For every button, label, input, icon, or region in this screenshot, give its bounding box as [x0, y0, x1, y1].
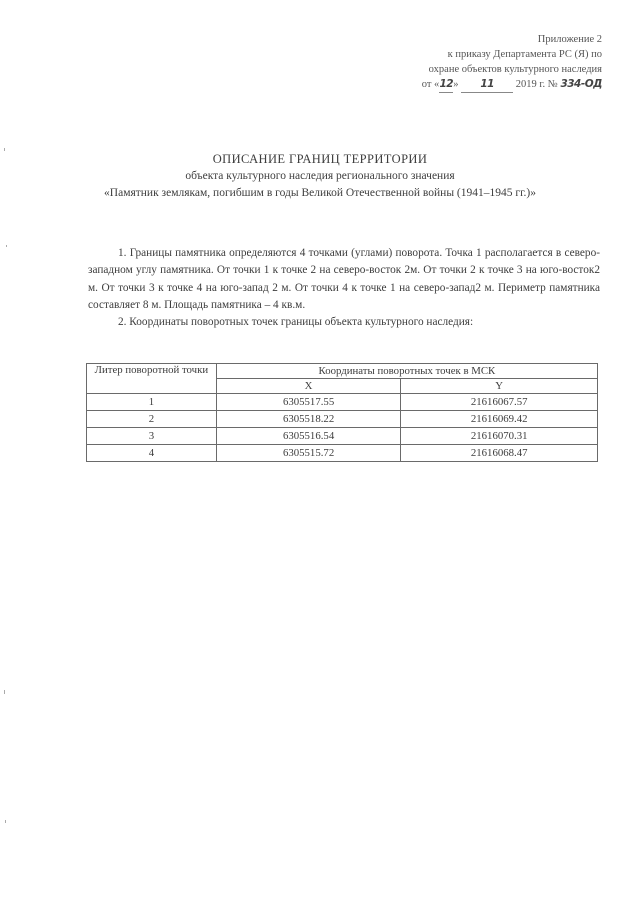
date-month: 11 — [461, 77, 513, 93]
table-row — [87, 428, 598, 445]
scan-speck — [4, 690, 5, 694]
order-number: 334-ОД — [560, 78, 602, 90]
cell-x: 6305517.55 — [216, 394, 401, 411]
cell-y: 21616067.57 — [401, 394, 598, 411]
table-header-row — [87, 364, 598, 379]
date-prefix: от « — [421, 79, 440, 90]
cell-y: 21616070.31 — [401, 428, 598, 445]
date-day: 12 — [439, 77, 453, 93]
table-row — [87, 445, 598, 462]
header-x: X — [216, 379, 401, 394]
cell-y: 21616068.47 — [401, 445, 598, 462]
scan-speck — [5, 820, 6, 823]
object-name: «Памятник землякам, погибшим в годы Великой Отечественной войны (1941–1945 гг.)» — [104, 187, 536, 199]
paragraph-coordinates-intro: 2. Координаты поворотных точек границы объекта культурного наследия: — [118, 316, 474, 329]
table-row — [87, 411, 598, 428]
cell-point: 3 — [87, 428, 217, 445]
appendix-date-line — [422, 77, 602, 93]
date-year: 2019 г. № — [515, 79, 558, 90]
title-block — [0, 150, 640, 202]
cell-point: 4 — [87, 445, 217, 462]
scan-speck — [6, 245, 7, 247]
body-text — [88, 245, 600, 331]
document-title: ОПИСАНИЕ ГРАНИЦ ТЕРРИТОРИИ — [212, 152, 428, 166]
document-subtitle: объекта культурного наследия регионального значения — [185, 170, 455, 182]
coordinates-table — [86, 363, 598, 462]
cell-x: 6305516.54 — [216, 428, 401, 445]
cell-x: 6305518.22 — [216, 411, 401, 428]
header-point: Литер поворотной точки — [87, 364, 217, 394]
appendix-order-line: к приказу Департамента РС (Я) по — [447, 49, 602, 60]
appendix-department-line: охране объектов культурного наследия — [428, 64, 602, 75]
paragraph-boundaries: 1. Границы памятника определяются 4 точками (углами) поворота. Точка 1 располагается в северо-западном углу памятника. От точки 1 к точке 2 на северо-восток 2м. От точки 2 к точке 3 на юго-восток2 м. От точки 3 к точке 4 на юго-запад 2 м. От точки 4 к точке 1 на северо-запад2 м. Периметр памятника составляет 8 м. Площадь памятника – 4 кв.м. — [88, 247, 600, 311]
cell-y: 21616069.42 — [401, 411, 598, 428]
header-y: Y — [401, 379, 598, 394]
scan-speck — [4, 148, 5, 151]
cell-x: 6305515.72 — [216, 445, 401, 462]
table-row — [87, 394, 598, 411]
appendix-title: Приложение 2 — [537, 34, 602, 45]
header-coordinates: Координаты поворотных точек в МСК — [216, 364, 597, 379]
appendix-header — [422, 32, 602, 93]
date-separator: » — [453, 79, 459, 90]
cell-point: 2 — [87, 411, 217, 428]
cell-point: 1 — [87, 394, 217, 411]
